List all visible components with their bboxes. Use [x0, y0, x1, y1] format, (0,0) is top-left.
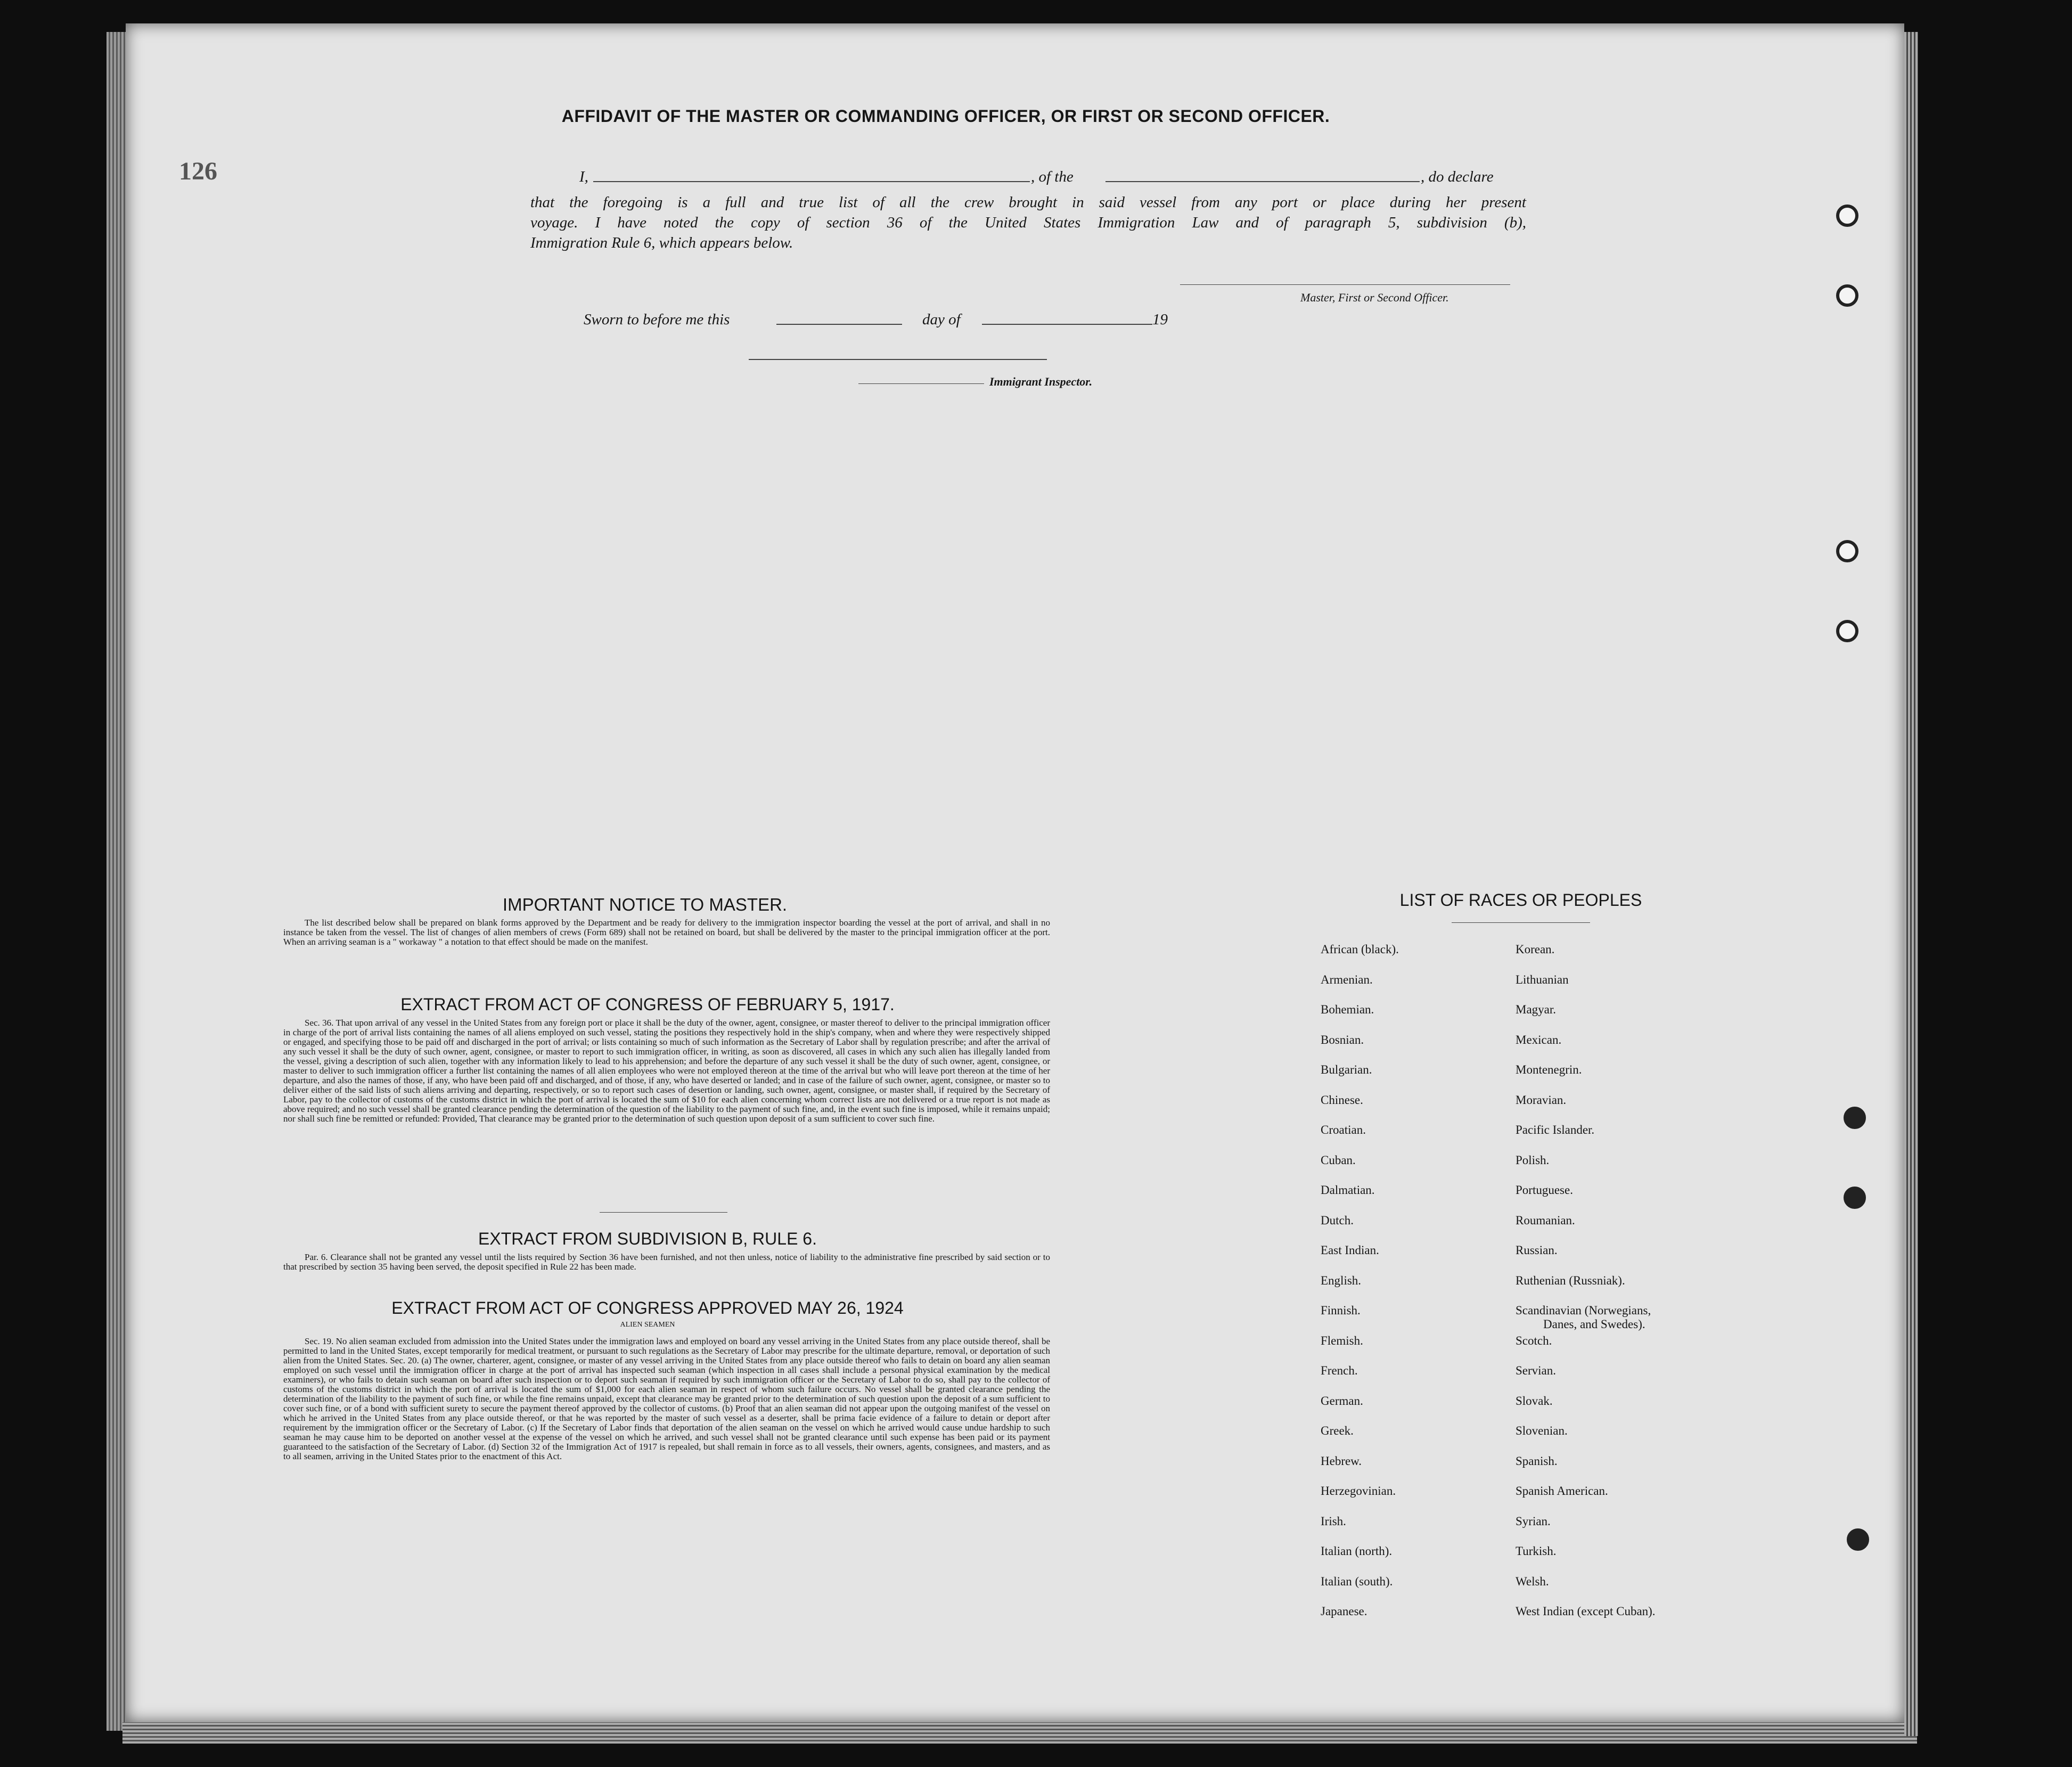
race-item: Lithuanian [1516, 972, 1569, 986]
extract-1917-text: Sec. 36. That upon arrival of any vessel in the United States from any foreign port or place it shall be the duty of the owner, agent, consignee, or master thereof to deliver to the principal immigration officer in charge of the port of arrival lists containing the names of all aliens employed on such vessel, stating the positions they respectively hold in the ship's company, when and where they were respectively shipped or engaged, and specifying those to be paid off and discharged in the port of arrival; or lists containing so much of such information as the Secretary of Labor shall by regulation prescribe; and after the arrival of any such vessel it shall be the duty of such owner, agent, consignee, or master to report to such immigration officer, in writing, as soon as discovered, all cases in which any such alien has illegally landed from the vessel, giving a description of such alien, together with any information likely to lead to his apprehension; and before the departure of any such vessel it shall be the duty of such owner, agent, consignee, or master to deliver to such immigration officer a further list containing the names of all alien employees who were not employed thereon at the time of the arrival but who will leave port thereon at the time of her departure, and also the names of those, if any, who have been paid off and discharged, and of those, if any, who have deserted or landed; and in case of the failure of such owner, agent, consignee, or master so to deliver either of the said lists of such aliens arriving and departing, respectively, or so to report such cases of desertion or landing, such owner, agent, consignee, or master shall, if required by the Secretary of Labor, pay to the collector of customs of the customs district in which the port of arrival is located the sum of $10 for each alien concerning whom correct lists are not delivered or a true report is not made as above required; and no such vessel shall be granted clearance pending the determination of the question of the liability to the payment of such fine, and, in the event such fine is imposed, while it remains unpaid; nor shall such fine be remitted or refunded: Provided, That clearance may be granted prior to the determination of such question upon deposit of a sum sufficient to cover such fine. [283, 1018, 1050, 1124]
extract-1924-text: Sec. 19. No alien seaman excluded from admission into the United States under the immigration laws and employed on board any vessel arriving in the United States from any place outside thereof, shall be permitted to land in the United States, except temporarily for medical treatment, or pursuant to such regulations as the Secretary of Labor may prescribe for the ultimate departure, removal, or deportation of such alien from the United States. Sec. 20. (a) The owner, charterer, agent, consignee, or master of any vessel arriving in the United States from any place outside thereof who fails to detain on board any alien seaman employed on such vessel until the immigration officer in charge at the port of arrival has inspected such seaman (which inspection in all cases shall include a personal physical examination by the medical examiners), or who fails to detain such seaman on board after such inspection or to deport such seaman if required by such immigration officer or the Secretary of Labor to do so, shall pay to the collector of customs of the customs district in which the port of arrival is located the sum of $1,000 for each alien seaman in respect of whom such failure occurs. No vessel shall be granted clearance pending the determination of the liability to the payment of such fine, or while the fine remains unpaid, except that clearance may be granted prior to the determination of such question upon the deposit of a sum sufficient to cover such fine, or of a bond with sufficient surety to secure the payment thereof approved by the collector of customs. (b) Proof that an alien seaman did not appear upon the outgoing manifest of the vessel on which he arrived in the United States from any place outside thereof, or that he was reported by the master of such vessel as a deserter, shall be prima facie evidence of a failure to detain or deport after requirement by the immigration officer or the Secretary of Labor. (c) If the Secretary of Labor finds that deportation of the alien seaman on the vessel on which he arrived would cause undue hardship to such seaman he may cause him to be deported on another vessel at the expense of the vessel on which he arrived, and such vessel shall not be granted clearance until such expense has been paid or its payment guaranteed to the satisfaction of the Secretary of Labor. (d) Section 32 of the Immigration Act of 1917 is repealed, but shall remain in force as to all vessels, their owners, agents, consignees, and masters, and as to all seamen, arriving in the United States prior to the enactment of this Act. [283, 1336, 1050, 1461]
race-item: Spanish American. [1516, 1484, 1608, 1498]
race-item: Moravian. [1516, 1093, 1567, 1107]
sworn-month-line [982, 324, 1152, 325]
master-signature-line [1180, 284, 1510, 285]
notice-title: IMPORTANT NOTICE TO MASTER. [502, 895, 788, 914]
master-label: Master, First or Second Officer. [1300, 291, 1449, 304]
divider-rule [600, 1212, 727, 1213]
extract-1924-subtitle: ALIEN SEAMEN [620, 1321, 675, 1329]
page-edge-left [107, 32, 126, 1731]
affidavit-line-3: Immigration Rule 6, which appears below. [530, 234, 793, 251]
race-item: Welsh. [1516, 1574, 1549, 1588]
race-item: Mexican. [1516, 1033, 1562, 1046]
race-item: Polish. [1516, 1153, 1550, 1167]
race-item [1516, 1304, 1656, 1334]
binder-hole [1844, 1107, 1866, 1129]
race-item: Hebrew. [1321, 1454, 1362, 1468]
race-item: Spanish. [1516, 1454, 1558, 1468]
sworn-day-line [776, 324, 902, 325]
binder-hole [1844, 1187, 1866, 1209]
race-item: Pacific Islander. [1516, 1123, 1595, 1136]
race-item: French. [1321, 1364, 1358, 1377]
day-of-label: day of [922, 311, 961, 328]
race-item: Roumanian. [1516, 1213, 1575, 1227]
race-item: Ruthenian (Russniak). [1516, 1273, 1625, 1287]
race-item: Chinese. [1321, 1093, 1363, 1107]
race-item: Turkish. [1516, 1544, 1557, 1558]
extract-rule6-text: Par. 6. Clearance shall not be granted any vessel until the lists required by Section 36 have been furnished, and not then unless, notice of liability to the administrative fine prescribed by said section or to that prescribed by section 35 having been served, the deposit specified in Rule 22 has been made. [283, 1252, 1050, 1272]
name-line [593, 181, 1030, 182]
notice-text: The list described below shall be prepared on blank forms approved by the Department and be ready for delivery to the immigration inspector boarding the vessel at the port of arrival, and shall in no instance be taken from the vessel. The list of changes of alien members of crews (Form 689) shall not be retained on board, but shall be delivered by the master to the principal immigration officer at the port. When an arriving seaman is a " workaway " a notation to that effect should be made on the manifest. [283, 918, 1050, 947]
race-item: Montenegrin. [1516, 1063, 1582, 1076]
race-item: Dalmatian. [1321, 1183, 1375, 1197]
race-item: Herzegovinian. [1321, 1484, 1396, 1498]
race-item: Greek. [1321, 1424, 1354, 1437]
affidavit-title: AFFIDAVIT OF THE MASTER OR COMMANDING OFFICER, OR FIRST OR SECOND OFFICER. [561, 107, 1330, 126]
affidavit-of-the: , of the [1031, 168, 1074, 185]
race-item: Cuban. [1321, 1153, 1356, 1167]
race-item: Servian. [1516, 1364, 1557, 1377]
race-item: Slovak. [1516, 1394, 1553, 1408]
inspector-line-1 [749, 359, 1047, 360]
race-item: Korean. [1516, 943, 1555, 956]
inspector-label: Immigrant Inspector. [989, 375, 1093, 388]
race-item: Dutch. [1321, 1213, 1354, 1227]
binder-hole [1847, 1528, 1869, 1551]
races-title-rule [1452, 922, 1590, 923]
race-item: Slovenian. [1516, 1424, 1568, 1437]
affidavit-i: I, [579, 168, 588, 185]
document-page [126, 23, 1904, 1722]
race-item: Finnish. [1321, 1304, 1361, 1317]
sworn-label: Sworn to before me this [584, 311, 730, 328]
race-item: West Indian (except Cuban). [1516, 1605, 1656, 1618]
race-item: Portuguese. [1516, 1183, 1573, 1197]
race-item: East Indian. [1321, 1244, 1379, 1257]
race-item-line-1: Scandinavian (Norwegians, [1516, 1304, 1651, 1317]
binder-hole [1836, 284, 1858, 307]
binder-hole [1836, 620, 1858, 642]
extract-rule6-title: EXTRACT FROM SUBDIVISION B, RULE 6. [478, 1229, 817, 1248]
race-item: Irish. [1321, 1514, 1346, 1528]
race-item: Italian (south). [1321, 1574, 1393, 1588]
extract-1924-title: EXTRACT FROM ACT OF CONGRESS APPROVED MAY 26, 1924 [391, 1298, 904, 1318]
page-edge-right [1904, 32, 1918, 1736]
race-item: German. [1321, 1394, 1363, 1408]
affidavit-line-2: voyage. I have noted the copy of section 36 of the United States Immigration Law and of paragraph 5, subdivision (b), [530, 214, 1526, 231]
race-item: Flemish. [1321, 1334, 1363, 1347]
race-item: Bulgarian. [1321, 1063, 1372, 1076]
race-item: Bosnian. [1321, 1033, 1364, 1046]
race-item: African (black). [1321, 943, 1399, 956]
race-item: Japanese. [1321, 1605, 1367, 1618]
page-number: 126 [179, 157, 217, 185]
binder-hole [1836, 204, 1858, 227]
race-item: Scotch. [1516, 1334, 1552, 1347]
affidavit-do-declare: , do declare [1421, 168, 1494, 185]
race-item: Croatian. [1321, 1123, 1366, 1136]
affidavit-line-1: that the foregoing is a full and true list of all the crew brought in said vessel from any port or place during her present [530, 194, 1526, 211]
binder-hole [1836, 540, 1858, 562]
race-item: Armenian. [1321, 972, 1373, 986]
year-label: 19 [1152, 311, 1168, 328]
vessel-line [1105, 181, 1420, 182]
races-column-2 [1516, 943, 1656, 1635]
race-item-line-2: Danes, and Swedes). [1543, 1318, 1645, 1331]
page-edge-bottom [122, 1722, 1917, 1744]
races-column-1 [1321, 943, 1399, 1635]
race-item: Magyar. [1516, 1003, 1557, 1016]
race-item: Bohemian. [1321, 1003, 1374, 1016]
extract-1917-title: EXTRACT FROM ACT OF CONGRESS OF FEBRUARY 5, 1917. [400, 995, 895, 1014]
race-item: Syrian. [1516, 1514, 1551, 1528]
race-item: Italian (north). [1321, 1544, 1393, 1558]
inspector-line-2 [858, 383, 984, 384]
races-title: LIST OF RACES OR PEOPLES [1399, 890, 1642, 910]
race-item: Russian. [1516, 1244, 1558, 1257]
race-item: English. [1321, 1273, 1362, 1287]
